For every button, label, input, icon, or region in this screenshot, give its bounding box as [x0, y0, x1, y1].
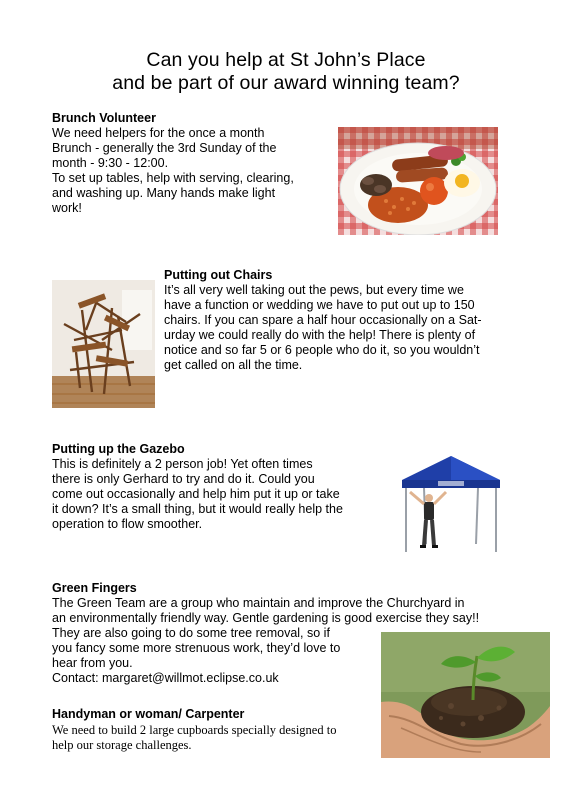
breakfast-illustration: [338, 127, 498, 235]
stacked-chairs-photo: [52, 280, 155, 408]
chairs-line: urday we could really do with the help! There is plenty of: [164, 328, 476, 342]
brunch-line: and washing up. Many hands make light: [52, 186, 276, 200]
handyman-line: help our storage challenges.: [52, 738, 192, 752]
gazebo-line: it down? It’s a small thing, but it would really help the: [52, 502, 343, 516]
brunch-heading: Brunch Volunteer: [52, 111, 156, 125]
brunch-line: work!: [52, 201, 82, 215]
green-line: hear from you.: [52, 656, 133, 670]
seedling-photo: [381, 632, 550, 758]
chairs-illustration: [52, 280, 155, 408]
gazebo-heading: Putting up the Gazebo: [52, 442, 185, 456]
breakfast-photo: [338, 127, 498, 235]
gazebo-line: come out occasionally and help him put it up or take: [52, 487, 340, 501]
chairs-line: get called on all the time.: [164, 358, 303, 372]
green-line: you fancy some more strenuous work, they’d love to: [52, 641, 341, 655]
handyman-heading: Handyman or woman/ Carpenter: [52, 707, 245, 721]
gazebo-line: there is only Gerhard to try and do it. Could you: [52, 472, 315, 486]
gazebo-line: operation to flow smoother.: [52, 517, 203, 531]
seedling-illustration: [381, 632, 550, 758]
brunch-line: Brunch - generally the 3rd Sunday of the: [52, 141, 277, 155]
contact-email: Contact: margaret@willmot.eclipse.co.uk: [52, 671, 279, 685]
gazebo-illustration: [398, 452, 504, 556]
green-heading: Green Fingers: [52, 581, 137, 595]
brunch-line: We need helpers for the once a month: [52, 126, 265, 140]
chairs-text: [164, 283, 514, 373]
gazebo-photo: [398, 452, 504, 556]
title-line-1: Can you help at St John’s Place: [146, 49, 426, 71]
green-line: They are also going to do some tree removal, so if: [52, 626, 330, 640]
brunch-text: [52, 126, 337, 216]
brunch-line: To set up tables, help with serving, clearing,: [52, 171, 294, 185]
title-line-2: and be part of our award winning team?: [112, 72, 460, 94]
green-line: an environmentally friendly way. Gentle gardening is good exercise they say!!: [52, 611, 480, 625]
chairs-line: have a function or wedding we have to put out up to 150: [164, 298, 475, 312]
brunch-line: month - 9:30 - 12:00.: [52, 156, 169, 170]
chairs-heading: Putting out Chairs: [164, 268, 273, 282]
green-line: The Green Team are a group who maintain and improve the Churchyard in: [52, 596, 465, 610]
chairs-line: notice and so far 5 or 6 people who do it, so you wouldn’t: [164, 343, 480, 357]
chairs-line: It’s all very well taking out the pews, but every time we: [164, 283, 464, 297]
chairs-line: chairs. If you can spare a half hour occasionally on a Sat-: [164, 313, 482, 327]
page-title: [0, 49, 572, 95]
gazebo-line: This is definitely a 2 person job! Yet often times: [52, 457, 313, 471]
gazebo-text: [52, 457, 382, 532]
handyman-text: [52, 723, 382, 753]
handyman-line: We need to build 2 large cupboards specially designed to: [52, 723, 337, 737]
